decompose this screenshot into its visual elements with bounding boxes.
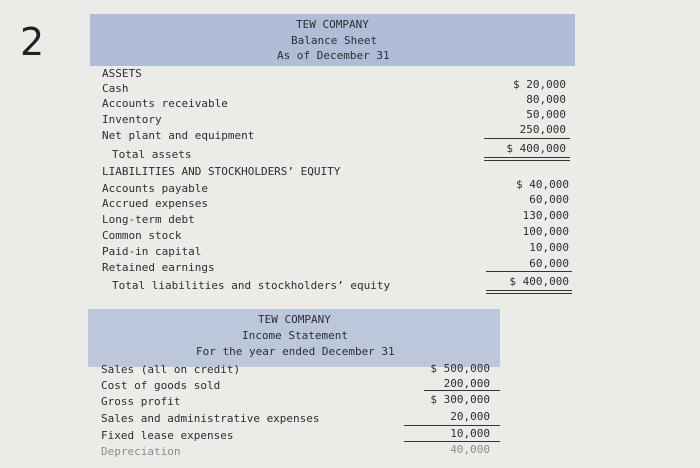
income-value: 20,000 <box>450 410 490 423</box>
liability-value: 130,000 <box>522 209 569 222</box>
liability-value: 60,000 <box>529 193 569 206</box>
total-double-rule <box>484 160 570 161</box>
total-assets-label: Total assets <box>112 148 192 161</box>
income-value: 200,000 <box>443 377 490 390</box>
income-label: Sales (all on credit) <box>101 363 241 376</box>
balance-sheet-date: As of December 31 <box>277 49 390 62</box>
income-value: $ 500,000 <box>430 362 490 375</box>
income-value: $ 300,000 <box>430 393 490 406</box>
subtotal-rule <box>424 390 500 391</box>
income-statement-period: For the year ended December 31 <box>196 345 395 358</box>
total-assets-value: $ 400,000 <box>506 142 566 155</box>
liability-label: Long-term debt <box>102 213 195 226</box>
income-label: Cost of goods sold <box>101 379 221 392</box>
page-number: 2 <box>20 20 45 64</box>
total-liabilities-value: $ 400,000 <box>509 275 569 288</box>
liability-value: 60,000 <box>529 257 569 270</box>
income-value: 10,000 <box>450 427 490 440</box>
total-double-rule <box>486 293 572 294</box>
liabilities-heading: LIABILITIES AND STOCKHOLDERS’ EQUITY <box>102 165 341 178</box>
total-rule <box>484 157 570 158</box>
balance-sheet-title: Balance Sheet <box>291 34 378 47</box>
income-label: Depreciation <box>101 445 181 458</box>
liability-label: Accrued expenses <box>102 197 208 210</box>
asset-value: 50,000 <box>526 108 566 121</box>
income-value: 40,000 <box>450 443 490 456</box>
liability-label: Common stock <box>102 229 182 242</box>
asset-label: Inventory <box>102 113 162 126</box>
income-label: Gross profit <box>101 395 181 408</box>
assets-heading: ASSETS <box>102 67 142 80</box>
liability-value: 10,000 <box>529 241 569 254</box>
asset-value: $ 20,000 <box>513 78 566 91</box>
subtotal-rule <box>484 138 570 139</box>
balance-sheet-company: TEW COMPANY <box>296 18 369 31</box>
liability-value: $ 40,000 <box>516 178 569 191</box>
total-liabilities-label: Total liabilities and stockholders’ equity <box>112 279 391 292</box>
income-statement-title: Income Statement <box>242 329 348 342</box>
income-label: Sales and administrative expenses <box>101 412 320 425</box>
asset-label: Net plant and equipment <box>102 129 255 142</box>
asset-label: Accounts receivable <box>102 97 228 110</box>
liability-label: Paid-in capital <box>102 245 202 258</box>
income-statement-company: TEW COMPANY <box>258 313 331 326</box>
liability-value: 100,000 <box>522 225 569 238</box>
asset-value: 250,000 <box>519 123 566 136</box>
liability-label: Retained earnings <box>102 261 215 274</box>
row-rule <box>404 425 500 426</box>
asset-label: Cash <box>102 82 129 95</box>
liability-label: Accounts payable <box>102 182 208 195</box>
income-label: Fixed lease expenses <box>101 429 234 442</box>
asset-value: 80,000 <box>526 93 566 106</box>
subtotal-rule <box>486 271 572 272</box>
row-rule <box>404 441 500 442</box>
total-rule <box>486 290 572 291</box>
